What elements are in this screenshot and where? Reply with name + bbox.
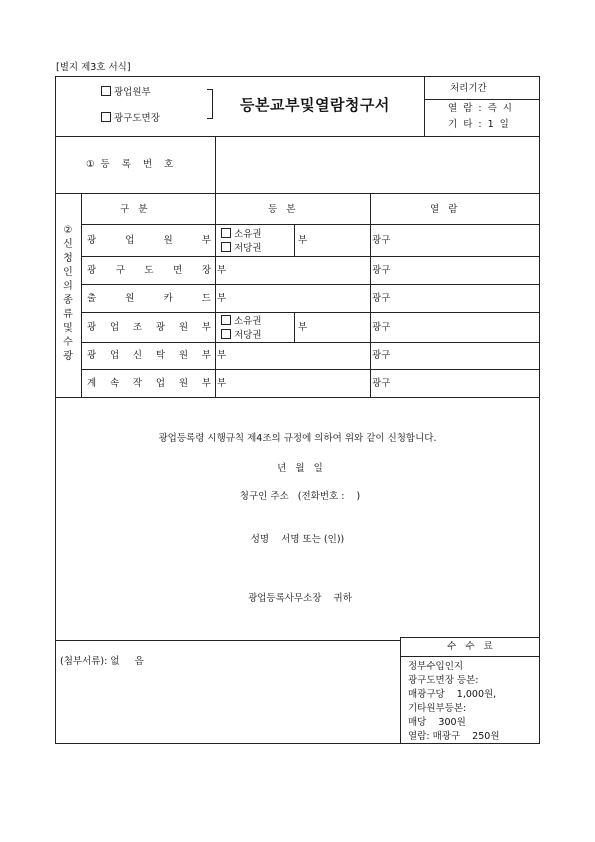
- copy-unit: 부: [298, 322, 308, 333]
- inspection-unit: 광구: [372, 322, 391, 333]
- declaration-date[interactable]: 년 월 일: [277, 463, 323, 474]
- row-label-char: 부: [201, 322, 211, 333]
- inspection-unit: 광구: [372, 350, 391, 361]
- fee-line: 광구도면장 등본:: [408, 675, 479, 686]
- registration-number-value[interactable]: [225, 160, 525, 172]
- row-label-char: 탁: [155, 350, 166, 361]
- option-mine-map[interactable]: 광구도면장: [101, 112, 160, 124]
- checkbox-icon[interactable]: [101, 112, 111, 122]
- row-label-char: 부: [201, 378, 211, 389]
- inspection-unit: 광구: [372, 293, 391, 304]
- fee-line: 기타원부등본:: [408, 703, 467, 714]
- row-label-char: 원: [178, 378, 188, 389]
- row-line: [81, 256, 540, 257]
- row-label-char: 구: [115, 265, 125, 276]
- registration-divider: [55, 193, 540, 194]
- row-label-char: 신: [132, 350, 143, 361]
- registration-vline: [215, 136, 216, 193]
- declaration-statement: 광업등록령 시행규칙 제4조의 규정에 의하여 위와 같이 신청합니다.: [158, 433, 437, 444]
- row-label-mining-lease-register: [87, 323, 211, 333]
- form-title: 등본교부및열람청구서: [240, 96, 390, 114]
- row-line: [81, 342, 540, 343]
- row-label-char: 광: [87, 322, 97, 333]
- form-label: [별지 제3호 서식]: [56, 62, 131, 73]
- row-label-char: 속: [109, 378, 120, 389]
- row-label-char: 카: [163, 293, 173, 304]
- addressee: 광업등록사무소장 귀하: [248, 593, 352, 604]
- processing-label-line: [424, 99, 540, 100]
- registration-number-label: ① 등 록 번 호: [86, 159, 174, 170]
- row-label-mine-map: [87, 266, 211, 276]
- copy-unit: 부: [298, 235, 308, 246]
- row-label-char: 출: [87, 293, 97, 304]
- applicant-address[interactable]: 청구인 주소 (전화번호 : ): [239, 491, 361, 502]
- copy-unit: 부: [217, 350, 227, 361]
- processing-other: 기 타 : 1 일: [448, 119, 509, 130]
- row-label-char: 장: [201, 265, 211, 276]
- row-label-char: 업: [155, 378, 166, 389]
- row-label-application-card: [87, 294, 211, 304]
- bracket-icon: [207, 89, 213, 119]
- row-label-char: 광: [155, 322, 166, 333]
- checkbox-icon[interactable]: [101, 86, 111, 96]
- checkbox-divider: [294, 312, 295, 342]
- fee-line: 매당 300원: [408, 717, 466, 728]
- row-label-char: 업: [109, 350, 120, 361]
- row-label-continued-work-register: [87, 379, 211, 389]
- column-header-copy: 등 본: [268, 204, 296, 215]
- row-label-char: 업: [125, 235, 135, 246]
- row-label-char: 작: [132, 378, 143, 389]
- processing-period-label: 처리기간: [450, 83, 487, 94]
- applicant-signature[interactable]: 성명 서명 또는 (인)): [250, 534, 345, 545]
- row-label-char: 부: [201, 350, 211, 361]
- row-label-char: 조: [132, 322, 143, 333]
- column-header-category: 구 분: [120, 204, 148, 215]
- row-line: [81, 284, 540, 285]
- row-label-char: 드: [201, 293, 211, 304]
- row-label-char: 면: [173, 265, 183, 276]
- bottom-divider: [55, 640, 400, 641]
- row-line: [81, 369, 540, 370]
- checkbox-icon[interactable]: [221, 242, 231, 252]
- row-label-mining-trust-register: [87, 351, 211, 361]
- option-mining-register[interactable]: 광업원부: [101, 86, 151, 98]
- fee-header: 수 수 료: [447, 641, 493, 652]
- row-label-char: 도: [144, 265, 154, 276]
- fee-line: 매광구당 1,000원,: [408, 689, 497, 700]
- row-label-char: 업: [109, 322, 120, 333]
- checkbox-icon[interactable]: [221, 329, 231, 339]
- processing-inspection: 열 람 : 즉 시: [448, 103, 512, 114]
- checkbox-divider: [294, 224, 295, 256]
- processing-divider: [424, 76, 425, 136]
- row-label-char: 광: [87, 265, 97, 276]
- checkbox-mortgage[interactable]: 저당권: [221, 329, 262, 341]
- row-label-char: 광: [87, 350, 97, 361]
- row-label-char: 원: [178, 350, 188, 361]
- copy-unit: 부: [217, 378, 227, 389]
- row-label-char: 광: [87, 235, 97, 246]
- section2-bottom: [55, 397, 540, 398]
- fee-header-line: [400, 656, 540, 657]
- column-header-line: [81, 224, 540, 225]
- checkbox-ownership[interactable]: 소유권: [221, 228, 262, 240]
- column-header-inspection: 열 람: [430, 204, 458, 215]
- row-label-char: 원: [125, 293, 135, 304]
- header-divider: [55, 136, 540, 137]
- inspection-unit: 광구: [372, 378, 391, 389]
- row-label-char: 계: [87, 378, 97, 389]
- row-label-mining-register: [87, 236, 211, 246]
- copy-unit: 부: [217, 293, 227, 304]
- checkbox-ownership[interactable]: 소유권: [221, 315, 262, 327]
- checkbox-mortgage[interactable]: 저당권: [221, 242, 262, 254]
- copy-unit: 부: [217, 265, 227, 276]
- inspection-unit: 광구: [372, 265, 391, 276]
- fee-line: 열람: 매광구 250원: [408, 731, 500, 742]
- fee-line: 정부수입인지: [408, 661, 464, 672]
- checkbox-icon[interactable]: [221, 315, 231, 325]
- row-label-char: 원: [163, 235, 173, 246]
- section2-vertical-label: ② 신 청 인 의 종 류 및 수 광: [63, 225, 73, 362]
- checkbox-icon[interactable]: [221, 228, 231, 238]
- fee-top-line: [400, 637, 540, 638]
- row-line: [81, 312, 540, 313]
- attachments: (첨부서류): 없 음: [60, 656, 144, 667]
- fee-divider: [400, 637, 401, 744]
- row-label-char: 부: [201, 235, 211, 246]
- inspection-unit: 광구: [372, 235, 391, 246]
- row-label-char: 원: [178, 322, 188, 333]
